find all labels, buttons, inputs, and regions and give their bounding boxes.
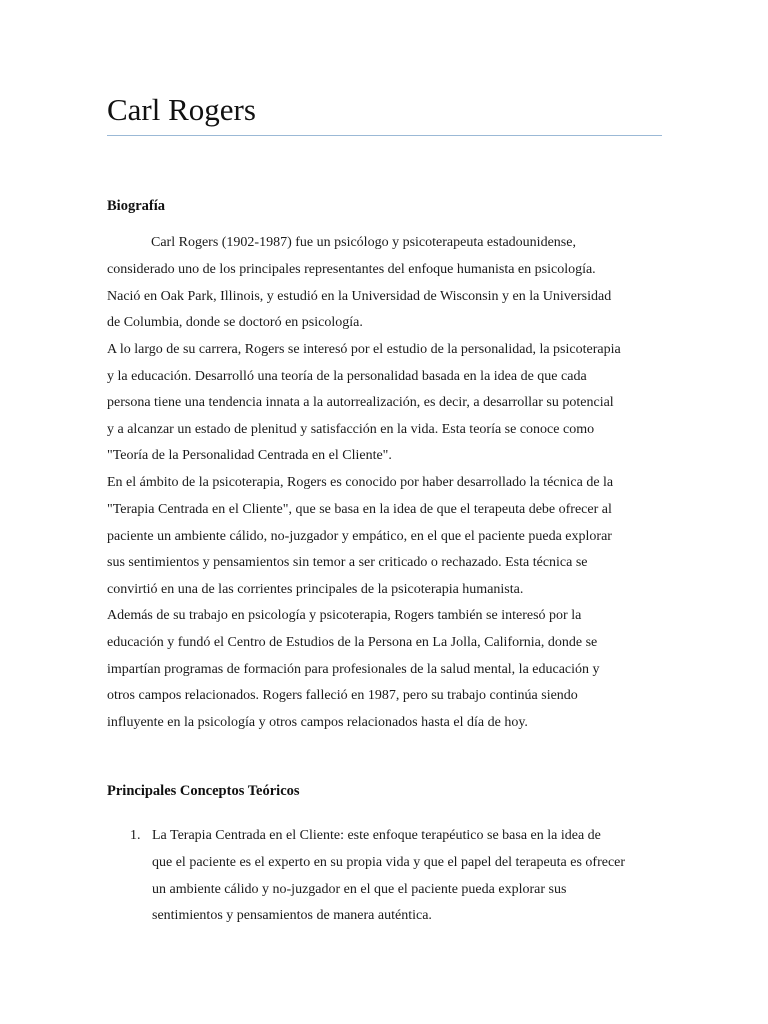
section-heading-biografia: Biografía [107, 198, 165, 214]
list-item-line: un ambiente cálido y no-juzgador en el que el paciente pueda explorar sus [152, 882, 567, 897]
paragraph-line: otros campos relacionados. Rogers falleció en 1987, pero su trabajo continúa siendo [107, 688, 578, 703]
paragraph-line: sus sentimientos y pensamientos sin temor a ser criticado o rechazado. Esta técnica se [107, 555, 588, 570]
paragraph-line: influyente en la psicología y otros campos relacionados hasta el día de hoy. [107, 715, 528, 730]
paragraph-line: y la educación. Desarrolló una teoría de la personalidad basada en la idea de que cada [107, 369, 587, 384]
paragraph-line: convirtió en una de las corrientes principales de la psicoterapia humanista. [107, 582, 524, 597]
paragraph-line: paciente un ambiente cálido, no-juzgador y empático, en el que el paciente pueda explorar [107, 529, 612, 544]
title-underline [107, 135, 662, 136]
section-heading-conceptos: Principales Conceptos Teóricos [107, 783, 300, 799]
list-item-line: sentimientos y pensamientos de manera auténtica. [152, 908, 432, 923]
paragraph-line: "Terapia Centrada en el Cliente", que se basa en la idea de que el terapeuta debe ofrecer al [107, 502, 612, 517]
paragraph-line: Nació en Oak Park, Illinois, y estudió en la Universidad de Wisconsin y en la Universidad [107, 289, 612, 304]
document-title: Carl Rogers [107, 92, 256, 127]
paragraph-line: A lo largo de su carrera, Rogers se interesó por el estudio de la personalidad, la psicoterapia [107, 342, 621, 357]
list-item-line: La Terapia Centrada en el Cliente: este enfoque terapéutico se basa en la idea de [152, 828, 601, 843]
paragraph-line: educación y fundó el Centro de Estudios de la Persona en La Jolla, California, donde se [107, 635, 598, 650]
paragraph-line: considerado uno de los principales representantes del enfoque humanista en psicología. [107, 262, 596, 277]
paragraph-line: y a alcanzar un estado de plenitud y satisfacción en la vida. Esta teoría se conoce como [107, 422, 595, 437]
paragraph-line: persona tiene una tendencia innata a la autorrealización, es decir, a desarrollar su potencial [107, 395, 614, 410]
paragraph-line: Además de su trabajo en psicología y psicoterapia, Rogers también se interesó por la [107, 608, 582, 623]
paragraph-line: impartían programas de formación para profesionales de la salud mental, la educación y [107, 662, 600, 677]
list-item-line: que el paciente es el experto en su propia vida y que el papel del terapeuta es ofrecer [152, 855, 626, 870]
paragraph-line: de Columbia, donde se doctoró en psicología. [107, 315, 363, 330]
paragraph-line: Carl Rogers (1902-1987) fue un psicólogo y psicoterapeuta estadounidense, [151, 235, 576, 250]
paragraph-line: "Teoría de la Personalidad Centrada en el Cliente". [107, 448, 392, 463]
list-item-number: 1. [130, 828, 141, 843]
paragraph-line: En el ámbito de la psicoterapia, Rogers es conocido por haber desarrollado la técnica de la [107, 475, 614, 490]
